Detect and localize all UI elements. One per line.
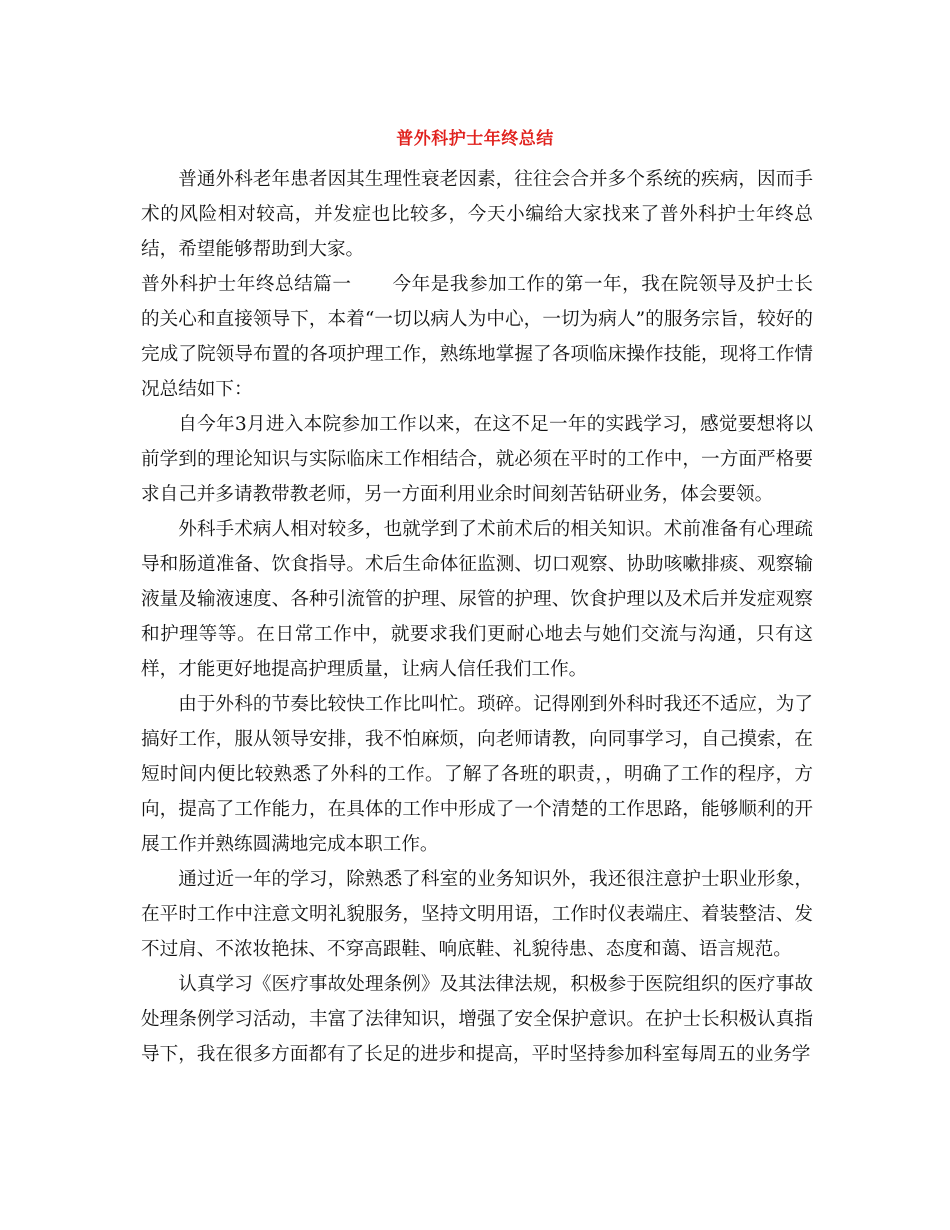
document-title: 普外科护士年终总结 xyxy=(396,129,554,149)
body-paragraph-2: 外科手术病人相对较多，也就学到了术前术后的相关知识。术前准备有心理疏导和肠道准备、饮食指导。术后生命体征监测、切口观察、协助咳嗽排痰、观察输液量及输液速度、各种引流管的护理、尿管的护理、饮食护理以及术后并发症观察和护理等等。在日常工作中，就要求我们更耐心地去与她们交流与沟通，只有这样，才能更好地提高护理质量，让病人信任我们工作。 xyxy=(141,519,813,680)
document-body xyxy=(141,162,813,1072)
intro-paragraph: 普通外科老年患者因其生理性衰老因素，往往会合并多个系统的疾病，因而手术的风险相对较高，并发症也比较多，今天小编给大家找来了普外科护士年终总结，希望能够帮助到大家。 xyxy=(141,169,813,260)
section-paragraph xyxy=(141,267,813,407)
body-paragraph-5: 认真学习《医疗事故处理条例》及其法律法规，积极参于医院组织的医疗事故处理条例学习活动，丰富了法律知识，增强了安全保护意识。在护士长积极认真指导下，我在很多方面都有了长足的进步和提高，平时坚持参加科室每周五的业务学 xyxy=(141,974,813,1065)
section-first-text: 今年是我参加工作的第一年，我在院领导及护士长的关心和直接领导下，本着“一切以病人为中心，一切为病人”的服务宗旨，较好的完成了院领导布置的各项护理工作，熟练地掌握了各项临床操作技能，现将工作情况总结如下： xyxy=(141,274,813,400)
body-paragraph-3: 由于外科的节奏比较快工作比叫忙。琐碎。记得刚到外科时我还不适应，为了搞好工作，服从领导安排，我不怕麻烦，向老师请教，向同事学习，自己摸索，在短时间内便比较熟悉了外科的工作。了解了各班的职责，，明确了工作的程序，方向，提高了工作能力，在具体的工作中形成了一个清楚的工作思路，能够顺利的开展工作并熟练圆满地完成本职工作。 xyxy=(141,694,813,855)
section-heading: 普外科护士年终总结篇一 xyxy=(141,274,352,295)
body-paragraph-1: 自今年3月进入本院参加工作以来，在这不足一年的实践学习，感觉要想将以前学到的理论知识与实际临床工作相结合，就必须在平时的工作中，一方面严格要求自己并多请教带教老师，另一方面利用业余时间刻苦钻研业务，体会要领。 xyxy=(141,414,813,505)
body-paragraph-4: 通过近一年的学习，除熟悉了科室的业务知识外，我还很注意护士职业形象，在平时工作中注意文明礼貌服务，坚持文明用语，工作时仪表端庄、着装整洁、发不过肩、不浓妆艳抹、不穿高跟鞋、响底鞋、礼貌待患、态度和蔼、语言规范。 xyxy=(141,869,813,960)
